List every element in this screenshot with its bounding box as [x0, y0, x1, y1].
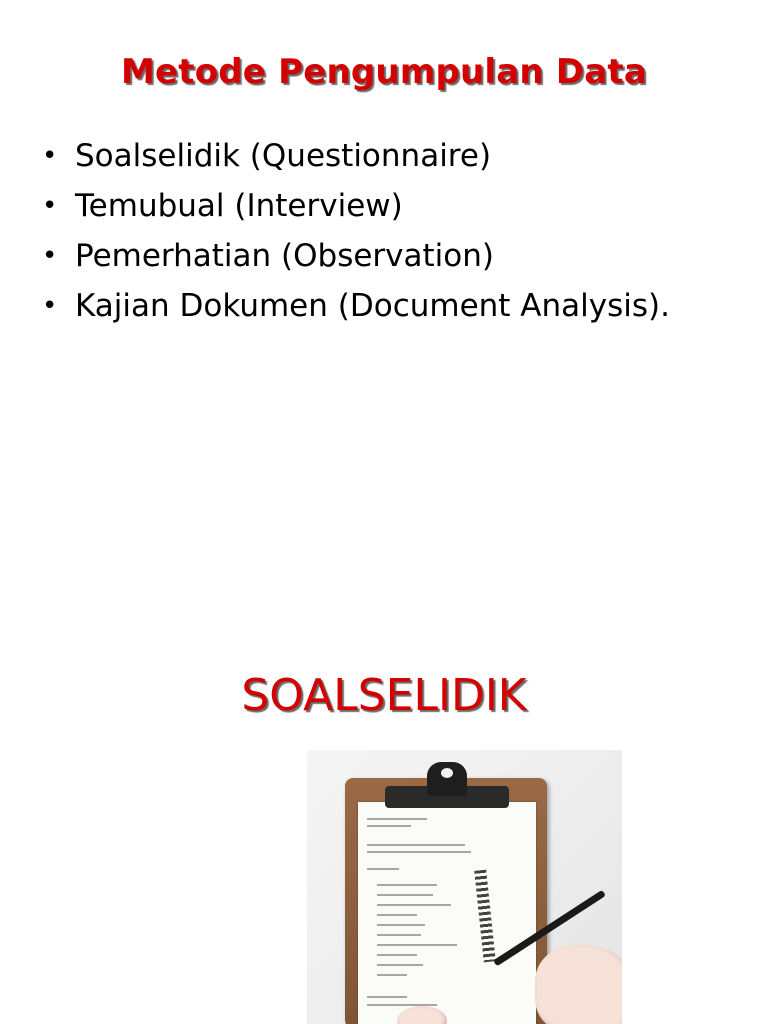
paper-text-line	[377, 884, 437, 886]
bullet-text: Kajian Dokumen (Document Analysis).	[75, 288, 670, 324]
paper-text-line	[377, 974, 407, 976]
paper-text-line	[377, 954, 417, 956]
paper-text-line	[367, 825, 411, 827]
bullet-item	[40, 238, 740, 274]
bullet-text: Soalselidik (Questionnaire)	[75, 138, 492, 174]
bullet-dot-icon: •	[42, 141, 58, 171]
slide-title: Metode Pengumpulan Data	[120, 52, 648, 92]
bullet-item	[40, 288, 740, 324]
questionnaire-paper	[358, 802, 536, 1024]
hand-icon	[535, 945, 622, 1024]
paper-text-line	[377, 914, 417, 916]
bullet-item	[40, 188, 740, 224]
paper-text-line	[377, 934, 421, 936]
paper-text-line	[367, 851, 471, 853]
bullet-item	[40, 138, 740, 174]
paper-text-line	[377, 894, 433, 896]
paper-text-line	[377, 964, 423, 966]
paper-text-line	[367, 868, 399, 870]
slide-2	[0, 512, 768, 1024]
paper-text-line	[367, 818, 427, 820]
clipboard-questionnaire-image	[307, 750, 622, 1024]
paper-text-line	[377, 944, 457, 946]
paper-text-line	[367, 844, 465, 846]
bullet-text: Pemerhatian (Observation)	[75, 238, 494, 274]
bullet-dot-icon: •	[42, 191, 58, 221]
paper-text-line	[367, 996, 407, 998]
bullet-text: Temubual (Interview)	[75, 188, 403, 224]
bullet-dot-icon: •	[42, 291, 58, 321]
bullet-dot-icon: •	[42, 241, 58, 271]
bullet-list	[40, 138, 740, 338]
clip-hole	[441, 768, 453, 778]
paper-text-line	[377, 924, 425, 926]
paper-text-line	[377, 904, 451, 906]
slide-title: SOALSELIDIK	[241, 670, 527, 721]
